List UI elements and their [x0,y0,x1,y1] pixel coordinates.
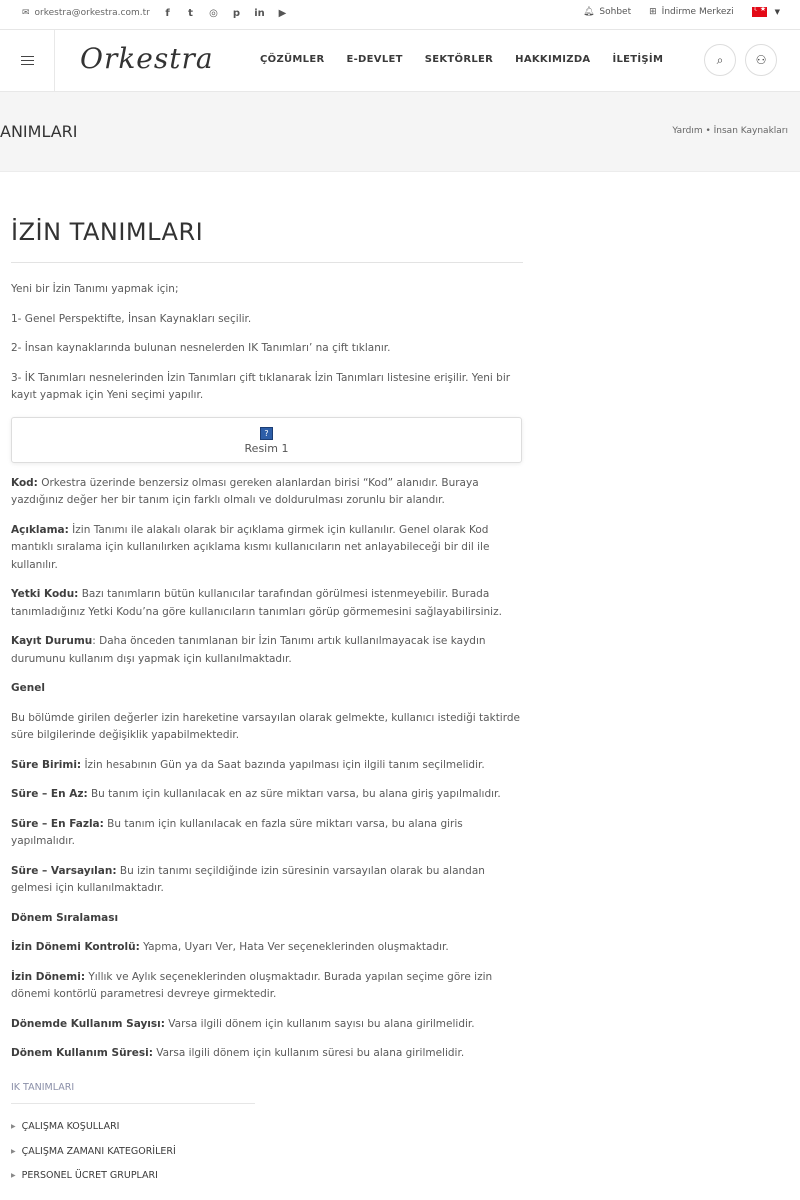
field-descriptions [11,475,523,1063]
download-icon: ⊞ [649,7,657,17]
account-button[interactable] [745,44,777,76]
sidebar-list [11,1121,176,1195]
social-links [161,8,289,20]
field-paragraph [11,710,523,745]
chevron-down-icon: ▼ [774,8,780,16]
logo[interactable]: Orkestra [80,42,214,75]
field-paragraph [11,475,523,510]
field-paragraph [11,939,523,957]
youtube-icon[interactable]: ▶ [278,8,287,19]
field-label: Dönem Kullanım Süresi: [11,1047,153,1059]
field-text: İzin Tanımı ile alakalı olarak bir açıklama girmek için kullanılır. Genel olarak Kod mantıklı sıralama için kullanılırken açıklama kısmı kullanıcıların net anlayabileceği bir dil ile kullanılır. [11,523,490,571]
article-title: İZİN TANIMLARI [11,218,523,263]
section-heading [11,910,523,928]
caret-right-icon: ▶ [11,1147,16,1155]
field-paragraph [11,522,523,575]
twitter-icon[interactable]: t [188,8,193,19]
chat-label: Sohbet [599,7,632,17]
field-paragraph [11,757,523,775]
sidebar-item-working-time-categories[interactable] [11,1146,176,1171]
bell-icon: 🔔︎ [582,7,595,17]
breadcrumb[interactable]: Yardım • İnsan Kaynakları [672,126,788,136]
field-text: Orkestra üzerinde benzersiz olması gereken alanlardan birisi “Kod” alanıdır. Buraya yazdığınız değer her bir tanım için farklı olmalı ve doldurulması zorunlu bir alandır. [11,476,479,506]
field-text: İzin hesabının Gün ya da Saat bazında yapılması için ilgili tanım seçilmelidir. [81,758,485,771]
linkedin-icon[interactable]: in [254,8,265,19]
search-button[interactable] [704,44,736,76]
user-icon: ⚇ [755,53,767,67]
nav-e-government[interactable]: E-DEVLET [346,54,403,65]
email-text: orkestra@orkestra.com.tr [34,8,150,18]
field-paragraph [11,816,523,851]
figure-caption: Resim 1 [244,441,289,455]
chat-link[interactable] [583,7,631,17]
nav-contact[interactable]: İLETİŞİM [612,54,664,65]
field-paragraph [11,786,523,804]
field-text: Yapma, Uyarı Ver, Hata Ver seçeneklerinden oluşmaktadır. [139,941,449,953]
download-center-link[interactable] [649,7,733,17]
field-label: Süre Birimi: [11,758,82,771]
sidebar-item-label: PERSONEL ÜCRET GRUPLARI [21,1170,158,1181]
field-label: İzin Dönemi Kontrolü: [11,941,140,953]
download-label: İndirme Merkezi [661,7,734,17]
sidebar-title: IK TANIMLARI [11,1082,255,1104]
email-link[interactable] [22,8,150,18]
menu-button[interactable] [0,30,55,91]
field-label: Süre – Varsayılan: [11,864,117,877]
sidebar-item-label: ÇALIŞMA ZAMANI KATEGORİLERİ [21,1145,176,1157]
language-selector[interactable] [752,7,780,17]
main-nav [260,54,663,65]
field-paragraph [11,969,523,1004]
hamburger-icon [21,53,34,68]
field-paragraph [11,633,523,668]
field-paragraph [11,1045,523,1063]
intro-text: Yeni bir İzin Tanımı yapmak için; [11,283,179,295]
field-label: Süre – En Fazla: [11,817,104,830]
turkey-flag-icon [752,7,767,17]
search-icon: ⌕ [716,52,724,67]
top-bar [0,0,800,30]
main-header [0,30,800,92]
field-label: Süre – En Az: [11,788,88,800]
section-heading [11,680,523,698]
sidebar-item-label: ÇALIŞMA KOŞULLARI [21,1121,120,1132]
field-label: Kod: [11,476,38,489]
field-text: Yıllık ve Aylık seçeneklerinden oluşmaktadır. Burada yapılan seçime göre izin dönemi kontörlü parametresi devreye girmektedir. [11,970,493,1000]
figure [11,417,522,463]
mail-icon: ✉ [22,8,30,18]
step-1: 1- Genel Perspektifte, İnsan Kaynakları seçilir. [11,312,252,325]
pinterest-icon[interactable]: p [232,8,241,19]
sidebar-item-working-conditions[interactable] [11,1121,176,1146]
nav-solutions[interactable]: ÇÖZÜMLER [260,54,325,65]
field-text: Varsa ilgili dönem için kullanım süresi bu alana girilmelidir. [152,1047,465,1059]
nav-about[interactable]: HAKKIMIZDA [515,54,591,65]
step-3: 3- İK Tanımları nesnelerinden İzin Tanımları çift tıklanarak İzin Tanımları listesine erişilir. Yeni bir kayıt yapmak için Yeni seçimi yapılır. [11,371,511,401]
field-paragraph [11,863,523,898]
broken-image-icon[interactable]: ? [260,427,273,440]
field-label: Açıklama: [11,523,69,536]
field-label: İzin Dönemi: [11,970,86,983]
field-paragraph [11,586,523,621]
field-text: Bu tanım için kullanılacak en az süre miktarı varsa, bu alana giriş yapılmalıdır. [87,788,501,800]
field-text: Bazı tanımların bütün kullanıcılar tarafından görülmesi istenmeyebilir. Burada tanımladığınız Yetki Kodu’na göre kullanıcıların tanımları görüp görmemesini sağlayabilirsiniz. [11,588,502,618]
step-2: 2- İnsan kaynaklarında bulunan nesnelerden IK Tanımları’ na çift tıklanır. [11,342,391,354]
page-title: ANIMLARI [0,122,78,141]
field-label: Genel [11,682,45,694]
nav-sectors[interactable]: SEKTÖRLER [424,54,494,65]
field-text: : Daha önceden tanımlanan bir İzin Tanımı artık kullanılmayacak ise kaydın durumunu kullanım dışı yapmak için kullanılmaktadır. [11,635,486,665]
field-label: Yetki Kodu: [11,588,79,600]
field-paragraph [11,1016,523,1034]
caret-right-icon: ▶ [11,1123,16,1130]
page-title-band [0,92,800,172]
field-text: Bu izin tanımı seçildiğinde izin süresinin varsayılan olarak bu alandan gelmesi için kullanılmaktadır. [11,864,485,894]
field-label: Dönem Sıralaması [11,911,119,924]
field-text: Varsa ilgili dönem için kullanım sayısı bu alana girilmelidir. [164,1017,475,1030]
field-text: Bu bölümde girilen değerler izin hareketine varsayılan olarak gelmekte, kullanıcı istediği taktirde süre bilgilerinde değişiklik yapabilmektedir. [11,711,520,741]
field-text: Bu tanım için kullanılacak en fazla süre miktarı varsa, bu alana giris yapılmalıdır. [11,817,463,847]
facebook-icon[interactable]: f [165,8,170,19]
sidebar-item-personnel-wage-groups[interactable] [11,1170,176,1195]
instagram-icon[interactable]: ◎ [209,8,218,19]
field-label: Dönemde Kullanım Sayısı: [11,1017,165,1030]
caret-right-icon: ▶ [11,1172,16,1179]
field-label: Kayıt Durumu [11,635,93,647]
article [11,210,523,1063]
